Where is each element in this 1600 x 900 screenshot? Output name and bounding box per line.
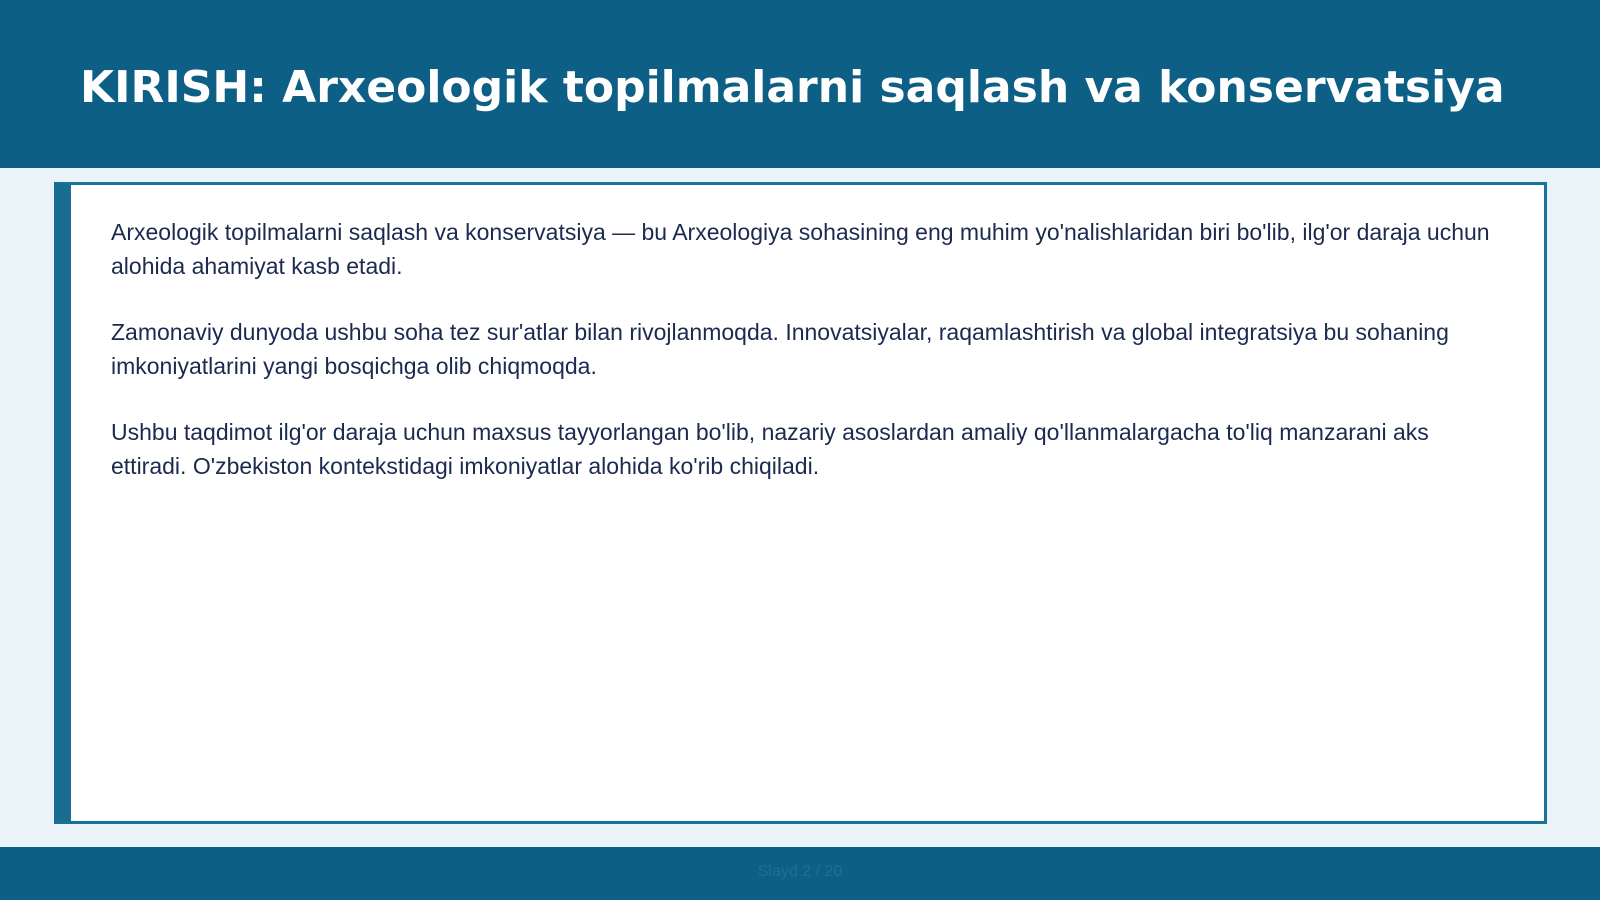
paragraph-modern-world: Zamonaviy dunyoda ushbu soha tez sur'atlar bilan rivojlanmoqda. Innovatsiyalar, raqamlashtirish va global integratsiya bu sohaning imkoniyatlarini yangi bosqichga olib chiqmoqda. — [111, 319, 1449, 379]
slide-header — [0, 0, 1600, 168]
content-card — [54, 182, 1547, 824]
slide-title: KIRISH: Arxeologik topilmalarni saqlash va konservatsiya — [80, 62, 1505, 113]
paragraph-intro: Arxeologik topilmalarni saqlash va konservatsiya — bu Arxeologiya sohasining eng muhim yo'nalishlaridan biri bo'lib, ilg'or daraja uchun alohida ahamiyat kasb etadi. — [111, 219, 1490, 279]
slide-number: Slayd 2 / 20 — [757, 863, 843, 880]
paragraph-presentation-purpose: Ushbu taqdimot ilg'or daraja uchun maxsus tayyorlangan bo'lib, nazariy asoslardan amaliy qo'llanmalargacha to'liq manzarani aks ettiradi. O'zbekiston kontekstidagi imkoniyatlar alohida ko'rib chiqiladi. — [111, 419, 1429, 479]
slide-footer — [0, 847, 1600, 900]
